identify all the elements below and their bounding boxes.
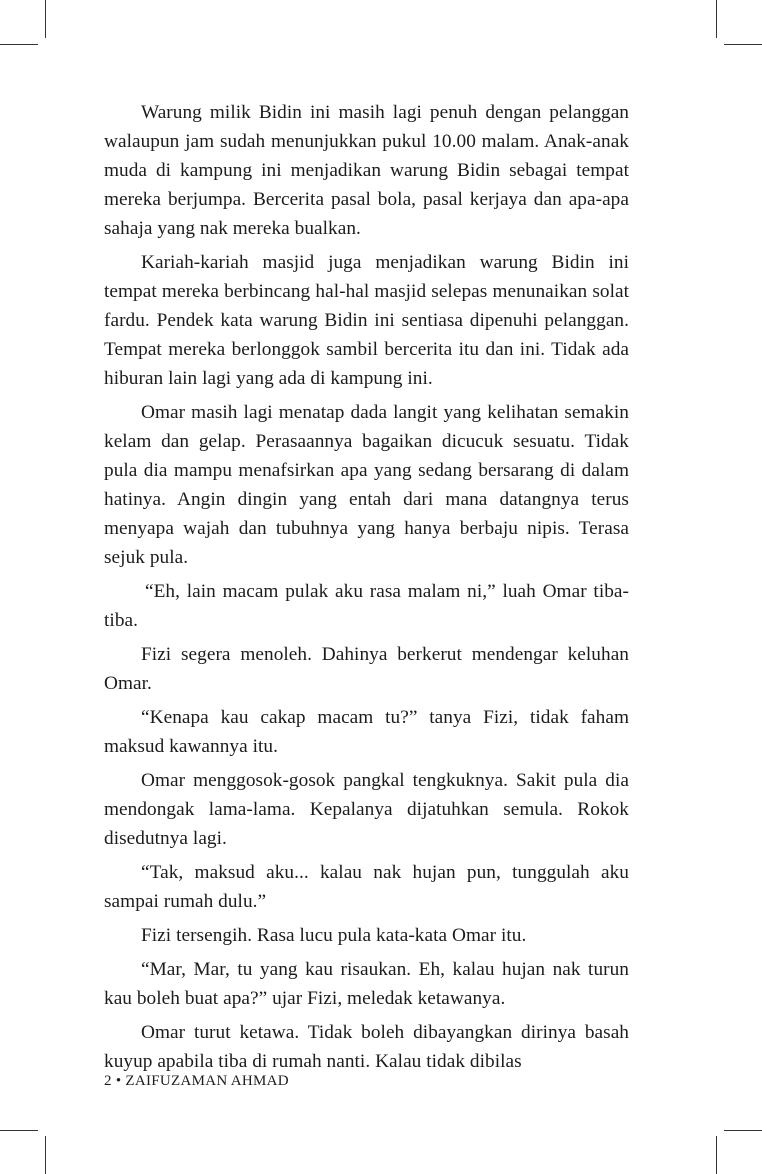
page-footer — [104, 1073, 289, 1090]
crop-mark-bottom-left-vertical — [45, 1136, 46, 1174]
paragraph-6: “Kenapa kau cakap macam tu?” tanya Fizi, tidak faham maksud kawannya itu. — [104, 707, 629, 757]
paragraph-4: “Eh, lain macam pulak aku rasa malam ni,” luah Omar tiba-tiba. — [104, 581, 629, 631]
crop-mark-top-left-vertical — [45, 0, 46, 38]
author-name: ZAIFUZAMAN AHMAD — [125, 1073, 289, 1089]
crop-mark-top-right-vertical — [716, 0, 717, 38]
body-text — [104, 98, 629, 1081]
paragraph-9: Fizi tersengih. Rasa lucu pula kata-kata Omar itu. — [141, 925, 527, 946]
paragraph-1: Warung milik Bidin ini masih lagi penuh dengan pelanggan walaupun jam sudah menunjukkan pukul 10.00 malam. Anak-anak muda di kampung ini menjadikan warung Bidin sebagai tempat mereka berjumpa. Bercerita pasal bola, pasal kerjaya dan apa-apa sahaja yang nak mereka bualkan. — [104, 102, 629, 239]
crop-mark-top-right-horizontal — [724, 44, 762, 45]
crop-mark-bottom-left-horizontal — [0, 1130, 38, 1131]
crop-mark-bottom-right-vertical — [716, 1136, 717, 1174]
crop-mark-bottom-right-horizontal — [724, 1130, 762, 1131]
paragraph-8: “Tak, maksud aku... kalau nak hujan pun, tunggulah aku sampai rumah dulu.” — [104, 862, 629, 912]
footer-separator: • — [115, 1073, 122, 1089]
paragraph-10: “Mar, Mar, tu yang kau risaukan. Eh, kalau hujan nak turun kau boleh buat apa?” ujar Fizi, meledak ketawanya. — [104, 959, 629, 1009]
page-number: 2 — [104, 1073, 112, 1089]
paragraph-2: Kariah-kariah masjid juga menjadikan warung Bidin ini tempat mereka berbincang hal-hal masjid selepas menunaikan solat fardu. Pendek kata warung Bidin ini sentiasa dipenuhi pelanggan. Tempat mereka berlonggok sambil bercerita itu dan ini. Tidak ada hiburan lain lagi yang ada di kampung ini. — [104, 252, 629, 389]
crop-mark-top-left-horizontal — [0, 44, 38, 45]
paragraph-11: Omar turut ketawa. Tidak boleh dibayangkan dirinya basah kuyup apabila tiba di rumah nanti. Kalau tidak dibilas — [104, 1022, 629, 1072]
paragraph-7: Omar menggosok-gosok pangkal tengkuknya. Sakit pula dia mendongak lama-lama. Kepalanya dijatuhkan semula. Rokok disedutnya lagi. — [104, 770, 629, 849]
paragraph-3: Omar masih lagi menatap dada langit yang kelihatan semakin kelam dan gelap. Perasaannya bagaikan dicucuk sesuatu. Tidak pula dia mampu menafsirkan apa yang sedang bersarang di dalam hatinya. Angin dingin yang entah dari mana datangnya terus menyapa wajah dan tubuhnya yang hanya berbaju nipis. Terasa sejuk pula. — [104, 402, 629, 568]
paragraph-5: Fizi segera menoleh. Dahinya berkerut mendengar keluhan Omar. — [104, 644, 629, 694]
